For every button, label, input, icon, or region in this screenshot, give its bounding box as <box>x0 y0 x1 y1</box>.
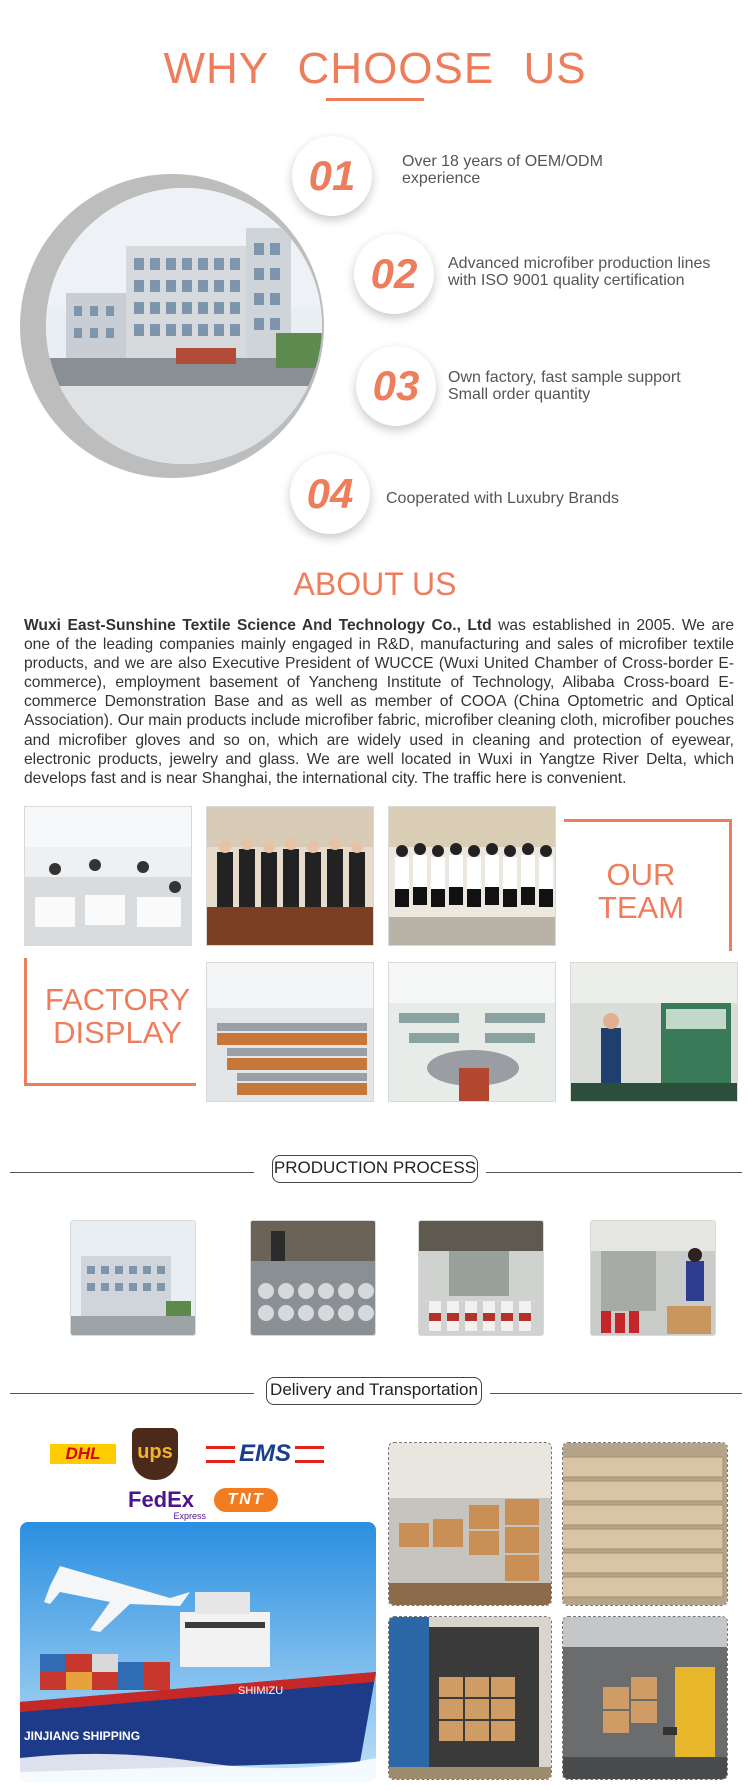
reason-number-01: 01 <box>292 136 372 216</box>
fedex-logo-text: FedEx <box>128 1487 195 1512</box>
dhl-logo-text: DHL <box>65 1444 101 1463</box>
process-photo-bottling <box>250 1220 376 1336</box>
ship-name-text: SHIMIZU <box>238 1685 284 1697</box>
ups-logo <box>132 1428 178 1480</box>
process-photo-packing <box>590 1220 716 1336</box>
delivery-divider-right <box>490 1393 742 1394</box>
reason-number-03: 03 <box>356 346 436 426</box>
delivery-photo-boxes-stacked <box>388 1442 552 1606</box>
team-photo-management <box>206 806 374 946</box>
delivery-photo-forklift <box>562 1616 728 1780</box>
dhl-logo <box>50 1444 116 1464</box>
company-name: Wuxi East-Sunshine Textile Science And Technology Co., Ltd <box>24 617 492 634</box>
ship-hull-text: JINJIANG SHIPPING <box>24 1729 141 1743</box>
factory-photo-sewing <box>206 962 374 1102</box>
ship-and-plane-image <box>20 1522 376 1782</box>
factory-display-label <box>30 983 205 1049</box>
process-photo-filling <box>418 1220 544 1336</box>
reason-text-03 <box>448 369 681 403</box>
reason-number-02: 02 <box>354 234 434 314</box>
ups-logo-text: ups <box>137 1441 173 1463</box>
reason-number-04: 04 <box>290 454 370 534</box>
title-underline <box>326 98 424 101</box>
fedex-logo <box>128 1487 206 1523</box>
reason-01-line-1: Over 18 years of OEM/ODM <box>402 153 603 170</box>
factory-display-label-line-1: FACTORY <box>44 982 191 1017</box>
tnt-logo <box>214 1488 278 1512</box>
reason-03-line-1: Own factory, fast sample support <box>448 369 681 386</box>
about-us-title: ABOUT US <box>293 566 457 602</box>
reason-02-line-2: with ISO 9001 quality certification <box>448 272 685 289</box>
ems-logo-text: EMS <box>235 1440 295 1467</box>
delivery-divider-left <box>10 1393 254 1394</box>
company-building-photo <box>46 188 322 464</box>
production-divider-left <box>10 1172 254 1173</box>
our-team-label <box>566 858 716 924</box>
process-photo-building <box>70 1220 196 1336</box>
reason-03-line-2: Small order quantity <box>448 386 591 403</box>
factory-photo-knitting <box>388 962 556 1102</box>
reason-02-line-1: Advanced microfiber production lines <box>448 255 711 272</box>
team-photo-staff <box>388 806 556 946</box>
production-divider-right <box>486 1172 742 1173</box>
reason-text-04: Cooperated with Luxubry Brands <box>386 490 620 507</box>
team-photo-office <box>24 806 192 946</box>
why-choose-us-title: WHY CHOOSE US <box>163 44 587 93</box>
about-us-body: was established in 2005. We are one of the leading companies mainly engaged in R&D, manufacturing and sales of microfiber textile products, and we are also Executive President of WUCCE (Wuxi United Chamber of Cross-border E-commerce), employment basement of Yancheng Institute of Technology, Alibaba Cross-board E-commerce Demonstration Base and as well as member of COOA (China Optometric and Optical Association). Our main products include microfiber fabric, microfiber cleaning cloth, microfiber pouches and microfiber gloves and so on, which are widely used in cleaning and protection of eyewear, electronic products, jewelry and glass. We are well located in Wuxi in Yangtze River Delta, which develops fast and is near Shanghai, the international city. The traffic here is convenient. <box>24 617 735 787</box>
reason-text-01 <box>402 153 603 187</box>
about-us-paragraph <box>24 616 734 788</box>
our-team-label-line-2: TEAM <box>597 890 685 925</box>
our-team-label-line-1: OUR <box>606 857 676 892</box>
delivery-title: Delivery and Transportation <box>266 1377 482 1405</box>
factory-display-label-line-2: DISPLAY <box>53 1015 182 1050</box>
delivery-photo-fabric-rolls <box>562 1442 728 1606</box>
reason-text-02 <box>448 255 710 289</box>
tnt-logo-text: TNT <box>227 1491 265 1508</box>
factory-photo-cutting <box>570 962 738 1102</box>
ems-logo <box>206 1440 324 1468</box>
reason-01-line-2: experience <box>402 170 481 187</box>
production-process-title: PRODUCTION PROCESS <box>272 1155 478 1183</box>
fedex-express-text: Express <box>173 1511 206 1521</box>
delivery-photo-container-loading <box>388 1616 552 1780</box>
